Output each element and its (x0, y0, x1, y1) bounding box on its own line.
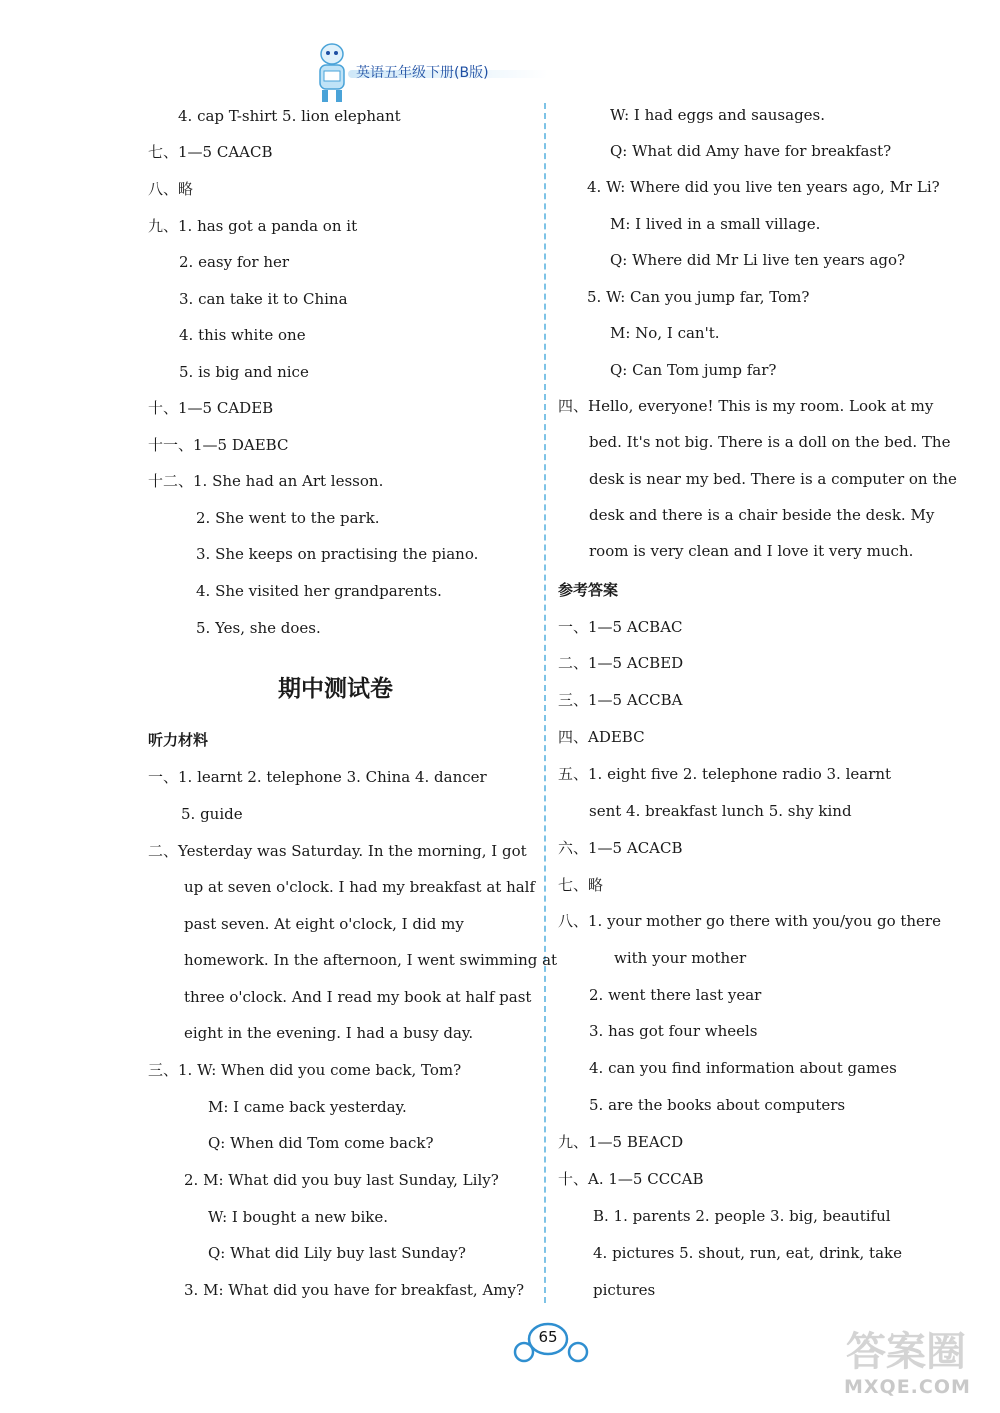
answer-line: B. 1. parents 2. people 3. big, beautiful (593, 1207, 891, 1225)
answer-line: 四、Hello, everyone! This is my room. Look at my (558, 397, 934, 415)
answer-line: 七、1—5 CAACB (148, 143, 273, 161)
answer-line: 八、略 (148, 180, 194, 198)
answer-line: 八、1. your mother go there with you/you go there (558, 912, 941, 930)
answer-line: 四、ADEBC (558, 728, 645, 746)
answer-line: 2. M: What did you buy last Sunday, Lily? (184, 1171, 499, 1189)
answer-line: M: I lived in a small village. (610, 215, 821, 233)
answer-line: Q: What did Lily buy last Sunday? (208, 1244, 466, 1262)
answer-line: sent 4. breakfast lunch 5. shy kind (589, 802, 852, 820)
answer-line: 二、Yesterday was Saturday. In the morning, I got (148, 842, 527, 860)
answer-line: Q: Where did Mr Li live ten years ago? (610, 251, 906, 269)
answer-line: 一、1—5 ACBAC (558, 618, 683, 636)
answer-line: homework. In the afternoon, I went swimming at (184, 951, 558, 969)
answer-line: 七、略 (558, 876, 604, 894)
page-header (312, 40, 562, 112)
answer-line: 三、1. W: When did you come back, Tom? (148, 1061, 462, 1079)
answer-line: 4. W: Where did you live ten years ago, Mr Li? (587, 178, 940, 196)
answer-line: 5. is big and nice (179, 363, 309, 381)
answer-line: M: No, I can't. (610, 324, 720, 342)
answer-line: 2. easy for her (179, 253, 290, 271)
answer-line: 4. She visited her grandparents. (196, 582, 442, 600)
section-title: 期中测试卷 (278, 676, 393, 702)
answer-line: Q: When did Tom come back? (208, 1134, 434, 1152)
answer-line: 3. M: What did you have for breakfast, Amy? (184, 1281, 525, 1299)
answer-line: 4. cap T-shirt 5. lion elephant (178, 107, 401, 125)
book-title: 英语五年级下册(B版) (356, 65, 489, 81)
page-number-text: 65 (538, 1328, 558, 1346)
answer-line: M: I came back yesterday. (208, 1098, 407, 1116)
answer-line: room is very clean and I love it very much. (589, 542, 914, 560)
answer-line: 4. pictures 5. shout, run, eat, drink, take (593, 1244, 902, 1262)
answer-line: desk is near my bed. There is a computer on the (589, 470, 957, 488)
answer-line: past seven. At eight o'clock, I did my (184, 915, 464, 933)
answer-line: 三、1—5 ACCBA (558, 691, 683, 709)
answer-line: 六、1—5 ACACB (558, 839, 683, 857)
page-number (512, 1322, 592, 1366)
answer-line: 九、1—5 BEACD (558, 1133, 684, 1151)
answer-line: Q: Can Tom jump far? (610, 361, 777, 379)
answer-line: 十、1—5 CADEB (148, 399, 274, 417)
answer-line: 十一、1—5 DAEBC (148, 436, 289, 454)
answer-line: with your mother (614, 949, 747, 967)
answer-line: 3. can take it to China (179, 290, 348, 308)
answer-line: pictures (593, 1281, 656, 1299)
watermark-site: MXQE.COM (844, 1376, 971, 1398)
answer-line: three o'clock. And I read my book at half past (184, 988, 532, 1006)
answer-line: 十、A. 1—5 CCCAB (558, 1170, 704, 1188)
answer-line: 5. are the books about computers (589, 1096, 846, 1114)
answer-line: W: I bought a new bike. (208, 1208, 388, 1226)
column-divider (544, 103, 546, 1303)
answer-line: 2. went there last year (589, 986, 762, 1004)
answer-line: 十二、1. She had an Art lesson. (148, 472, 384, 490)
answer-line: eight in the evening. I had a busy day. (184, 1024, 474, 1042)
answer-line: 一、1. learnt 2. telephone 3. China 4. dancer (148, 768, 487, 786)
answer-line: 5. guide (181, 805, 243, 823)
answer-line: 2. She went to the park. (196, 509, 380, 527)
answer-line: 3. She keeps on practising the piano. (196, 545, 479, 563)
answers-heading: 参考答案 (558, 581, 619, 599)
watermark-logo: 答案圈 (846, 1329, 966, 1375)
watermark (840, 1318, 990, 1408)
answer-line: 二、1—5 ACBED (558, 654, 684, 672)
answer-line: 5. W: Can you jump far, Tom? (587, 288, 810, 306)
answer-line: Q: What did Amy have for breakfast? (610, 142, 892, 160)
answer-line: 九、1. has got a panda on it (148, 217, 358, 235)
listening-heading: 听力材料 (148, 731, 209, 749)
answer-line: 4. this white one (179, 326, 306, 344)
answer-line: 五、1. eight five 2. telephone radio 3. learnt (558, 765, 892, 783)
answer-line: 3. has got four wheels (589, 1022, 758, 1040)
answer-line: desk and there is a chair beside the desk. My (589, 506, 935, 524)
answer-line: W: I had eggs and sausages. (610, 106, 826, 124)
mascot-icon (312, 40, 352, 106)
answer-line: up at seven o'clock. I had my breakfast at half (184, 878, 536, 896)
answer-line: 5. Yes, she does. (196, 619, 321, 637)
answer-line: 4. can you find information about games (589, 1059, 897, 1077)
answer-line: bed. It's not big. There is a doll on the bed. The (589, 433, 951, 451)
